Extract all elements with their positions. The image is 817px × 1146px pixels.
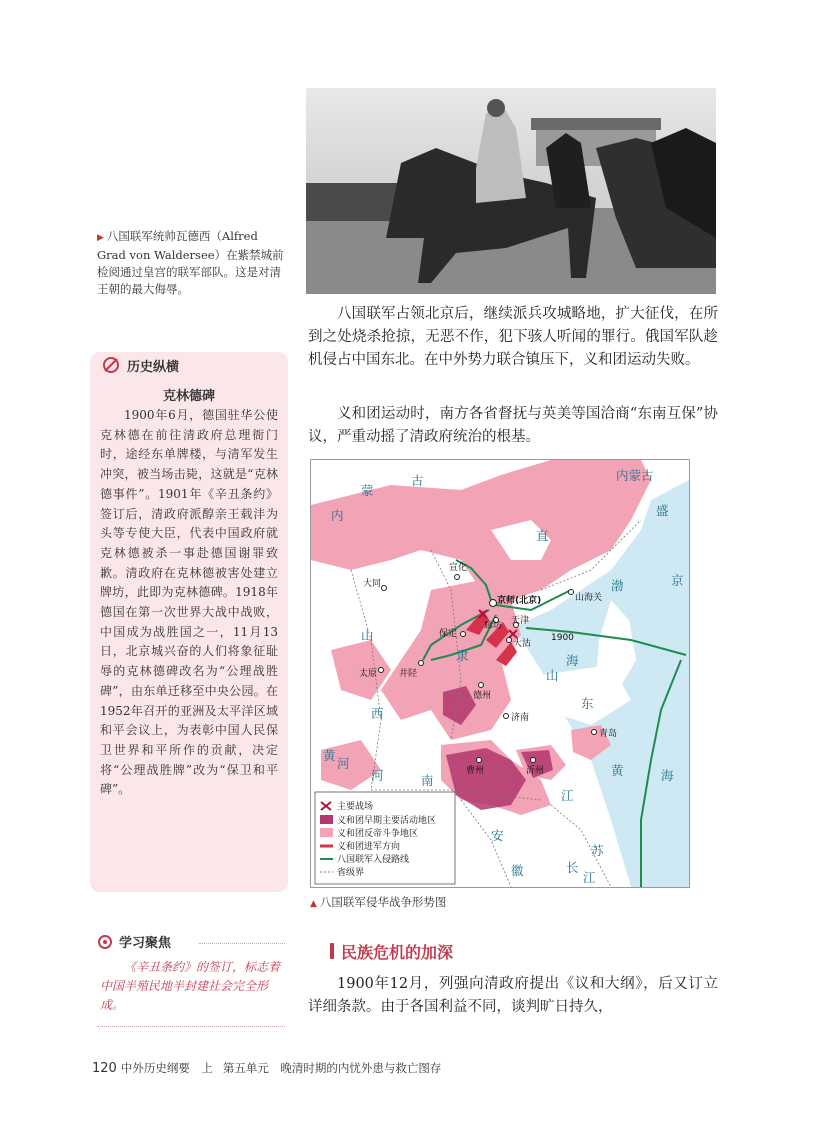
svg-text:1900: 1900: [551, 633, 574, 643]
svg-text:八国联军入侵路线: 八国联军入侵路线: [337, 855, 410, 865]
history-spiral-icon: [101, 355, 121, 375]
svg-text:黄: 黄: [611, 763, 624, 778]
svg-text:直: 直: [536, 528, 549, 543]
city-caozhou: 曹州: [466, 766, 485, 776]
city-taiyuan: 太原: [359, 669, 378, 679]
page-number: 120: [92, 1061, 117, 1076]
svg-text:义和团反帝斗争地区: 义和团反帝斗争地区: [337, 829, 419, 839]
city-xuanhua: 宣化: [449, 563, 468, 573]
svg-text:海: 海: [566, 653, 579, 668]
svg-text:河: 河: [337, 756, 350, 771]
svg-text:江: 江: [583, 870, 596, 885]
svg-text:山: 山: [361, 628, 374, 643]
city-langfang: 廊坊: [484, 621, 503, 631]
focus-bottom-rule: [97, 1026, 285, 1027]
svg-text:古: 古: [411, 473, 424, 488]
history-title: 克林德碑: [162, 389, 215, 404]
svg-text:内蒙古: 内蒙古: [616, 468, 654, 483]
city-baoding: 保定: [439, 629, 458, 639]
historical-photo: [306, 88, 716, 294]
svg-text:长: 长: [566, 860, 579, 875]
city-tianjin: 天津: [511, 616, 530, 626]
svg-text:安: 安: [491, 828, 504, 843]
city-jinan: 济南: [511, 713, 530, 723]
history-body: 1900年6月，德国驻华公使克林德在前往清政府总理衙门时，途经东单牌楼，与清军发生冲突，被当场击毙，这就是“克林德事件”。1901年《辛丑条约》签订后，清政府派醇亲王载沣为头等专使大臣，代表中国政府就克林德被杀一事赴德国谢罪致歉。清政府在克林德被害处建立牌坊，此即为克林德碑。1918年德国在第一次世界大战中战败，中国成为战胜国之一，11月13日，北京城兴奋的人们将象征耻辱的克林德碑改名为“公理战胜碑”，由东单迁移至中央公园。在1952年召开的亚洲及太平洋区域和平会议上，为表彰中国人民保卫世界和平所作的贡献，决定将“公理战胜牌”改为“保卫和平碑”。: [100, 408, 278, 797]
city-datong: 大同: [363, 579, 382, 589]
city-beijing: 京师(北京): [497, 596, 542, 606]
svg-text:省级界: 省级界: [337, 868, 365, 878]
photo-caption: [97, 228, 289, 298]
map-caption: [310, 894, 446, 910]
svg-text:徽: 徽: [511, 863, 524, 878]
section-heading-bar: [330, 943, 334, 959]
legend-struggle-swatch: [320, 828, 333, 837]
city-jingxing: 井陉: [399, 669, 418, 679]
history-header: [97, 355, 277, 377]
svg-text:京: 京: [671, 573, 684, 588]
focus-divider: [199, 943, 285, 944]
page-footer: [92, 1060, 441, 1076]
map-caption-text: 八国联军侵华战争形势图: [319, 895, 447, 909]
svg-text:河: 河: [371, 768, 384, 783]
svg-text:义和团早期主要活动地区: 义和团早期主要活动地区: [337, 816, 437, 826]
paragraph-3: 1900年12月，列强向清政府提出《议和大纲》，后又订立详细条款。由于各国利益不同，谈判旷日持久，: [308, 976, 718, 1015]
map-caption-triangle-icon: ▲: [310, 899, 317, 909]
focus-target-icon: [97, 934, 113, 950]
section-heading: 民族危机的加深: [341, 943, 454, 962]
svg-text:东: 东: [581, 696, 594, 711]
svg-text:义和团进军方向: 义和团进军方向: [337, 842, 401, 852]
svg-text:海: 海: [661, 768, 674, 783]
footer-book-title: 中外历史纲要 上: [120, 1061, 213, 1075]
city-shanhaiguan: 山海关: [575, 593, 603, 603]
svg-text:主要战场: 主要战场: [337, 802, 374, 812]
svg-text:南: 南: [421, 773, 434, 788]
svg-text:内: 内: [331, 508, 344, 523]
svg-text:蒙: 蒙: [361, 483, 374, 498]
city-yizhou: 沂州: [526, 766, 545, 776]
city-dagu: 大沽: [513, 639, 532, 649]
legend-early-swatch: [320, 815, 333, 824]
footer-unit-title: 第五单元 晚清时期的内忧外患与救亡图存: [222, 1061, 442, 1075]
map-legend: [315, 792, 455, 884]
focus-header-label: 学习聚焦: [119, 936, 172, 951]
svg-text:西: 西: [371, 706, 384, 721]
photo-caption-text: 八国联军统帅瓦德西（Alfred Grad von Waldersee）在紫禁城前检阅通过皇宫的联军部队。这是对清王朝的最大侮辱。: [97, 229, 284, 296]
svg-text:隶: 隶: [456, 648, 469, 663]
paragraph-2: 义和团运动时，南方各省督抚与英美等国洽商“东南互保”协议，严重动摇了清政府统治的根基。: [308, 406, 718, 445]
war-situation-map: [310, 459, 690, 888]
focus-body: 《辛丑条约》的签订，标志着中国半殖民地半封建社会完全形成。: [100, 960, 281, 1012]
caption-triangle-icon: ▶: [97, 233, 104, 243]
city-qingdao: 青岛: [599, 729, 618, 739]
history-header-label: 历史纵横: [127, 360, 180, 375]
svg-text:苏: 苏: [591, 843, 604, 858]
svg-text:盛: 盛: [656, 503, 669, 518]
city-dezhou: 德州: [473, 691, 492, 701]
focus-header: [97, 932, 285, 954]
svg-text:渤: 渤: [611, 578, 624, 593]
svg-text:黄: 黄: [323, 748, 336, 763]
route-year-label: [551, 633, 574, 643]
paragraph-1: 八国联军占领北京后，继续派兵攻城略地，扩大征伐，在所到之处烧杀抢掠，无恶不作，犯下骇人听闻的罪行。俄国军队趁机侵占中国东北。在中外势力联合镇压下，义和团运动失败。: [308, 306, 718, 368]
svg-text:江: 江: [561, 788, 574, 803]
svg-text:山: 山: [546, 668, 559, 683]
